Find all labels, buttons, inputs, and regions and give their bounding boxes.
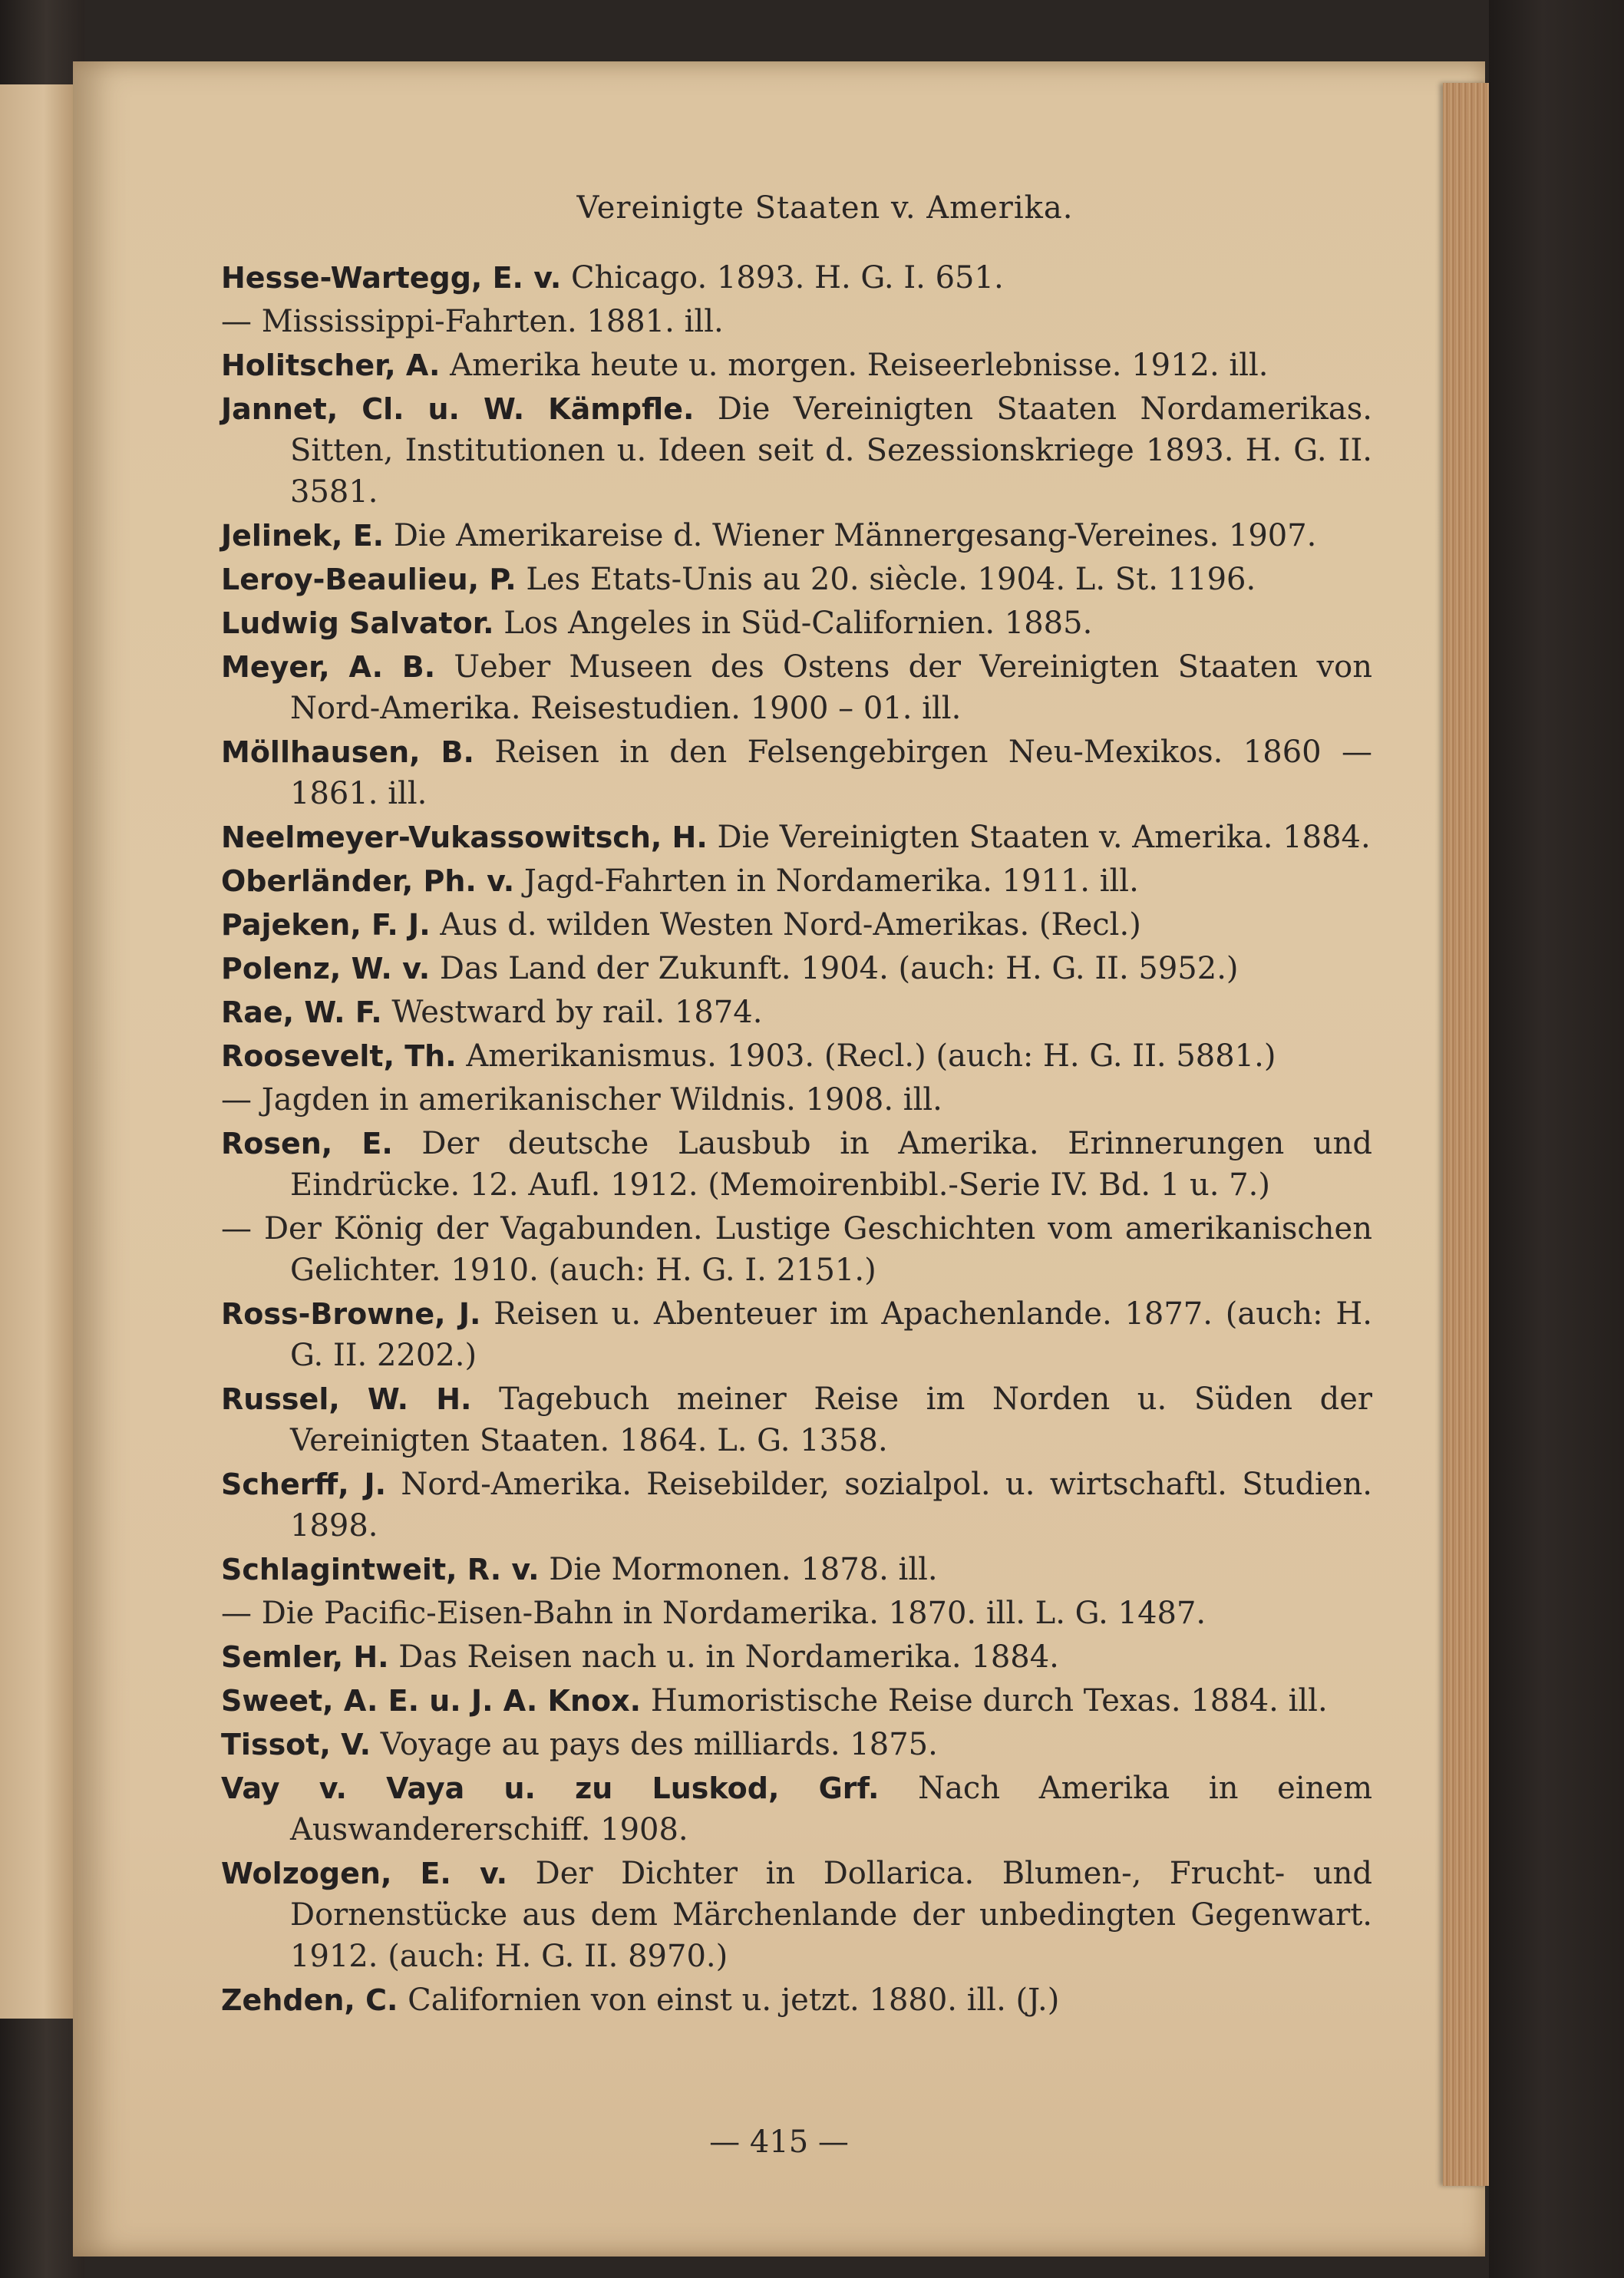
entry-title: Die Vereinigten Staaten Nordamerikas. Sitten, Institutionen u. Ideen seit d. Sezessionskriege 1893. H. G. II. 3581. [290,391,1372,510]
book-page [73,61,1485,2257]
entry-author: Neelmeyer-Vukassowitsch, H. [221,820,708,854]
entry-title: Westward by rail. 1874. [381,995,763,1030]
entry-title: Amerika heute u. morgen. Reiseerlebnisse. 1912. ill. [440,348,1269,383]
entry-author: Jelinek, E. [221,519,385,553]
bibliography-entry [221,1853,1372,1977]
entry-title: Les Etats-Unis au 20. siècle. 1904. L. St. 1196. [516,562,1256,597]
entry-author: Semler, H. [221,1640,389,1674]
bibliography-list [221,257,1372,2023]
entry-title: Nach Amerika in einem Auswandererschiff. 1908. [290,1771,1372,1847]
page-block-edges [1443,83,1489,2186]
bibliography-entry [221,1724,1372,1765]
bibliography-entry [221,646,1372,729]
entry-title: Die Mormonen. 1878. ill. [539,1552,938,1587]
bibliography-entry [221,345,1372,386]
bibliography-entry [221,1208,1372,1291]
running-head: Vereinigte Staaten v. Amerika. [576,190,1074,226]
bibliography-entry [221,860,1372,902]
entry-title: Voyage au pays des milliards. 1875. [371,1727,938,1762]
entry-title: Jagd-Fahrten in Nordamerika. 1911. ill. [514,863,1139,899]
bibliography-entry [221,1464,1372,1547]
entry-title: Der Dichter in Dollarica. Blumen-, Frucht- und Dornenstücke aus dem Märchenlande der unbedingten Gegenwart. 1912. (auch: H. G. II. 8970.) [290,1856,1372,1974]
entry-title: Ueber Museen des Ostens der Vereinigten Staaten von Nord-Amerika. Reisestudien. 1900 – 01. ill. [290,649,1372,726]
entry-author: Wolzogen, E. v. [221,1857,508,1890]
entry-author: Oberländer, Ph. v. [221,864,515,898]
entry-title: Tagebuch meiner Reise im Norden u. Süden der Vereinigten Staaten. 1864. L. G. 1358. [290,1382,1373,1458]
entry-author: Möllhausen, B. [221,735,474,769]
entry-author: Jannet, Cl. u. W. Kämpfle. [221,392,695,426]
entry-title: — Die Pacific-Eisen-Bahn in Nordamerika. 1870. ill. L. G. 1487. [221,1596,1206,1631]
entry-author: Meyer, A. B. [221,650,436,684]
entry-title: Aus d. wilden Westen Nord-Amerikas. (Recl.) [430,907,1141,943]
entry-title: Die Amerikareise d. Wiener Männergesang-Vereines. 1907. [384,518,1317,553]
entry-author: Russel, W. H. [221,1382,472,1416]
bibliography-entry [221,948,1372,989]
entry-author: Vay v. Vaya u. zu Luskod, Grf. [221,1771,880,1805]
bibliography-entry [221,1680,1372,1722]
bibliography-entry [221,559,1372,600]
entry-title: — Mississippi-Fahrten. 1881. ill. [221,304,724,339]
entry-title: — Jagden in amerikanischer Wildnis. 1908. ill. [221,1082,942,1118]
entry-author: Holitscher, A. [221,348,441,382]
bibliography-entry [221,257,1372,299]
bibliography-entry [221,1549,1372,1590]
entry-author: Schlagintweit, R. v. [221,1553,540,1586]
entry-title: Das Land der Zukunft. 1904. (auch: H. G. II. 5952.) [430,951,1239,986]
bibliography-entry [221,1979,1372,2021]
bibliography-entry [221,603,1372,644]
bibliography-entry [221,1035,1372,1077]
bibliography-entry [221,388,1372,513]
entry-author: Tissot, V. [221,1728,371,1761]
bibliography-entry [221,515,1372,556]
entry-author: Zehden, C. [221,1983,398,2017]
entry-title: Humoristische Reise durch Texas. 1884. ill. [641,1683,1328,1718]
entry-author: Roosevelt, Th. [221,1039,457,1073]
entry-author: Leroy-Beaulieu, P. [221,563,517,596]
previous-page-edge [0,84,73,2019]
bibliography-entry [221,1768,1372,1850]
bibliography-entry [221,904,1372,946]
entry-title: Los Angeles in Süd-Californien. 1885. [493,606,1093,641]
entry-title: Nord-Amerika. Reisebilder, sozialpol. u. wirtschaftl. Studien. 1898. [290,1467,1372,1543]
bibliography-entry [221,992,1372,1033]
entry-author: Ross-Browne, J. [221,1297,481,1331]
bibliography-entry [221,1636,1372,1678]
book-cover-right [1489,0,1624,2278]
entry-title: Chicago. 1893. H. G. I. 651. [561,260,1004,295]
bibliography-entry [221,1123,1372,1206]
entry-author: Rosen, E. [221,1127,393,1160]
entry-title: Der deutsche Lausbub in Amerika. Erinnerungen und Eindrücke. 12. Aufl. 1912. (Memoirenbibl.-Serie IV. Bd. 1 u. 7.) [290,1126,1372,1203]
entry-author: Hesse-Wartegg, E. v. [221,261,562,295]
bibliography-entry [221,301,1372,342]
bibliography-entry [221,817,1372,858]
entry-author: Scherff, J. [221,1467,387,1501]
entry-title: Californien von einst u. jetzt. 1880. ill. (J.) [398,1983,1060,2018]
entry-title: Das Reisen nach u. in Nordamerika. 1884. [388,1639,1059,1675]
entry-title: Reisen in den Felsengebirgen Neu-Mexikos. 1860 — 1861. ill. [290,735,1372,811]
page-number: — 415 — [709,2124,849,2160]
entry-title: — Der König der Vagabunden. Lustige Geschichten vom amerikanischen Gelichter. 1910. (auch: H. G. I. 2151.) [221,1211,1372,1288]
bibliography-entry [221,1593,1372,1634]
bibliography-entry [221,1378,1372,1461]
bibliography-entry [221,1293,1372,1376]
entry-title: Amerikanismus. 1903. (Recl.) (auch: H. G. II. 5881.) [456,1038,1276,1074]
bibliography-entry [221,1079,1372,1121]
bibliography-entry [221,731,1372,814]
entry-author: Polenz, W. v. [221,952,431,985]
entry-author: Ludwig Salvator. [221,606,494,640]
entry-author: Sweet, A. E. u. J. A. Knox. [221,1684,642,1718]
entry-title: Die Vereinigten Staaten v. Amerika. 1884. [707,820,1371,855]
entry-author: Pajeken, F. J. [221,908,431,942]
entry-author: Rae, W. F. [221,995,382,1029]
entry-title: Reisen u. Abenteuer im Apachenlande. 1877. (auch: H. G. II. 2202.) [290,1296,1373,1373]
